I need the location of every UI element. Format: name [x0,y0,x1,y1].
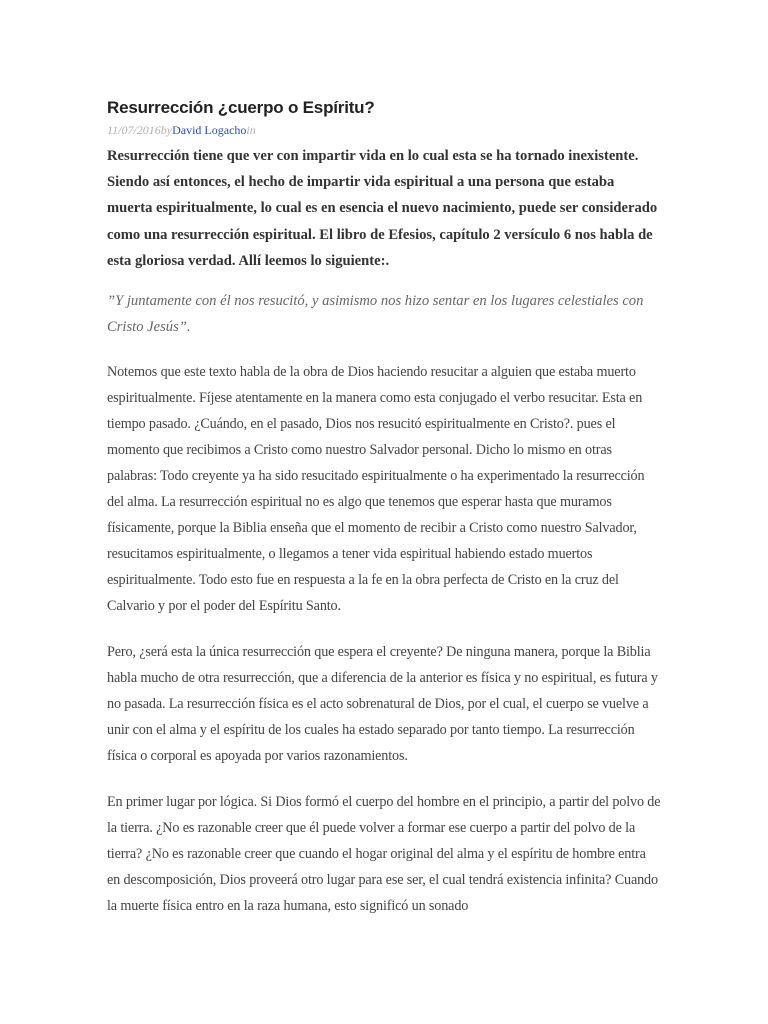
article-title: Resurrección ¿cuerpo o Espíritu? [107,98,375,117]
author-link[interactable]: David Logacho [172,123,247,137]
in-label: in [246,123,256,137]
post-date: 11/07/2016 [107,123,161,137]
body-paragraph-1: Notemos que este texto habla de la obra de Dios haciendo resucitar a alguien que estaba muerto espiritualmente. Fíjese atentamente en la manera como esta conjugado el verbo resucitar. Esta en tiempo pasado. ¿Cuándo, en el pasado, Dios nos resucitó espiritualmente en Cristo?. pues el momento que recibimos a Cristo como nuestro Salvador personal. Dicho lo mismo en otras palabras: Todo creyente ya ha sido resucitado espiritualmente o ha experimentado la resurrección del alma. La resurrección espiritual no es algo que tenemos que esperar hasta que muramos físicamente, porque la Biblia enseña que el momento de recibir a Cristo como nuestro Salvador, resucitamos espiritualmente, o llegamos a tener vida espiritual habiendo estado muertos espiritualmente. Todo esto fue en respuesta a la fe en la obra perfecta de Cristo en la cruz del Calvario y por el poder del Espíritu Santo. [107,364,645,615]
article-intro: Resurrección tiene que ver con impartir vida en lo cual esta se ha tornado inexistente. Siendo así entonces, el hecho de impartir vida espiritual a una persona que estaba muerta espiritualmente, lo cual es en esencia el nuevo nacimiento, puede ser considerado como una resurrección espiritual. El libro de Efesios, capítulo 2 versículo 6 nos habla de esta gloriosa verdad. Allí leemos lo siguiente:. [107,148,658,269]
body-paragraph-2: Pero, ¿será esta la única resurrección que espera el creyente? De ninguna manera, porque la Biblia habla mucho de otra resurrección, que a diferencia de la anterior es física y no espiritual, es futura y no pasada. La resurrección física es el acto sobrenatural de Dios, por el cual, el cuerpo se vuelve a unir con el alma y el espíritu de los cuales ha estado separado por tanto tiempo. La resurrección física o corporal es apoyada por varios razonamientos. [107,644,658,765]
article [107,96,662,919]
scripture-quote: ”Y juntamente con él nos resucitó, y asimismo nos hizo sentar en los lugares celestiales con Cristo Jesús”. [107,293,644,336]
article-meta [107,121,662,139]
by-label: by [160,123,173,137]
body-paragraph-3: En primer lugar por lógica. Si Dios formó el cuerpo del hombre en el principio, a partir del polvo de la tierra. ¿No es razonable creer que él puede volver a formar ese cuerpo a partir del polvo de la tierra? ¿No es razonable creer que cuando el hogar original del alma y el espíritu de hombre entra en descomposición, Dios proveerá otro lugar para ese ser, el cual tendrá existencia infinita? Cuando la muerte física entro en la raza humana, esto significó un sonado [107,794,661,915]
